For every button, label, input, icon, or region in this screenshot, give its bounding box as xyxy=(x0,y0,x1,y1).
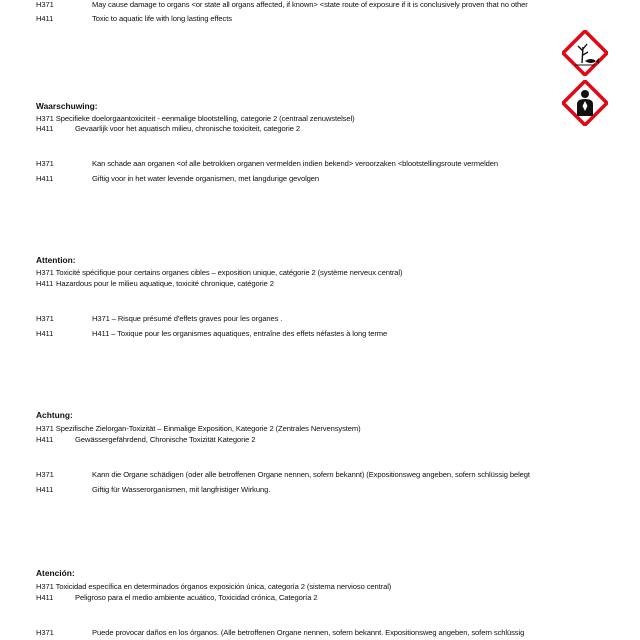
hazard-text: H371 Spezifische Zielorgan-Toxizität – Einmalige Exposition, Kategorie 2 (Zentrales Nervensystem) xyxy=(36,424,361,433)
hazard-code: H411 xyxy=(36,485,54,494)
hazard-code: H371 xyxy=(36,314,54,323)
hazard-code: H371 xyxy=(36,628,54,637)
hazard-text: Gevaarlijk voor het aquatisch milieu, chronische toxiciteit, categorie 2 xyxy=(75,124,300,133)
nl-line-1 xyxy=(36,114,355,123)
de-line-1 xyxy=(36,424,361,433)
fr-line-1 xyxy=(36,268,402,277)
es-signal-word: Atención: xyxy=(36,568,75,578)
hazard-text: Giftig voor in het water levende organismen, met langdurige gevolgen xyxy=(92,174,320,183)
hazard-text: Hazardous pour le milieu aquatique, toxicité chronique, catégorie 2 xyxy=(56,279,274,288)
hazard-text: Kan schade aan organen <of alle betrokken organen vermelden indien bekend> veroorzaken <blootstellingsroute vermelden xyxy=(92,159,499,168)
hazard-text: Kann die Organe schädigen (oder alle betroffenen Organe nennen, sofern bekannt) (Expositionsweg angeben, sofern schlüssig belegt xyxy=(92,470,530,479)
hazard-text: Peligroso para el medio ambiente acuático, Toxicidad crónica, Categoría 2 xyxy=(75,593,318,602)
health-hazard-icon xyxy=(562,80,608,126)
hazard-code: H371 xyxy=(36,470,54,479)
hazard-text: Toxic to aquatic life with long lasting effects xyxy=(92,14,232,23)
environment-hazard-icon xyxy=(562,30,608,76)
hazard-text: May cause damage to organs <or state all organs affected, if known> <state route of exposure if it is conclusively proven that no other xyxy=(92,0,528,9)
nl-signal-word: Waarschuwing: xyxy=(36,101,98,111)
hazard-code: H411 xyxy=(36,14,54,23)
hazard-code: H411 xyxy=(36,329,54,338)
hazard-code: H411 xyxy=(36,593,54,602)
hazard-code: H371 xyxy=(36,159,54,168)
hazard-text: H371 – Risque présumé d'effets graves pour les organes . xyxy=(92,314,283,323)
fr-signal-word: Attention: xyxy=(36,255,76,265)
hazard-code: H411 xyxy=(36,174,54,183)
hazard-code: H411 xyxy=(36,124,54,133)
hazard-code: H411 xyxy=(36,279,54,288)
de-signal-word: Achtung: xyxy=(36,410,73,420)
hazard-text: Puede provocar daños en los órganos. (Alle betroffenen Organe nennen, sofern bekannt. Expositionsweg angeben, sofern schlüssig xyxy=(92,628,525,637)
hazard-text: H411 – Toxique pour les organismes aquatiques, entraîne des effets néfastes à long terme xyxy=(92,329,388,338)
hazard-text: H371 Toxicidad específica en determinados órganos exposición única, categoría 2 (sistema nervioso central) xyxy=(36,582,392,591)
hazard-code: H371 xyxy=(36,0,54,9)
hazard-code: H411 xyxy=(36,435,54,444)
es-line-1 xyxy=(36,582,391,591)
hazard-text: Gewässergefährdend, Chronische Toxizität Kategorie 2 xyxy=(75,435,256,444)
hazard-text: H371 Specifieke doelorgaantoxiciteit - eenmalige blootstelling, categorie 2 (centraal zenuwstelsel) xyxy=(36,114,355,123)
hazard-text: Giftig für Wasserorganismen, mit langfristiger Wirkung. xyxy=(92,485,271,494)
hazard-text: H371 Toxicité spécifique pour certains organes cibles – exposition unique, catégorie 2 (système nerveux central) xyxy=(36,268,403,277)
